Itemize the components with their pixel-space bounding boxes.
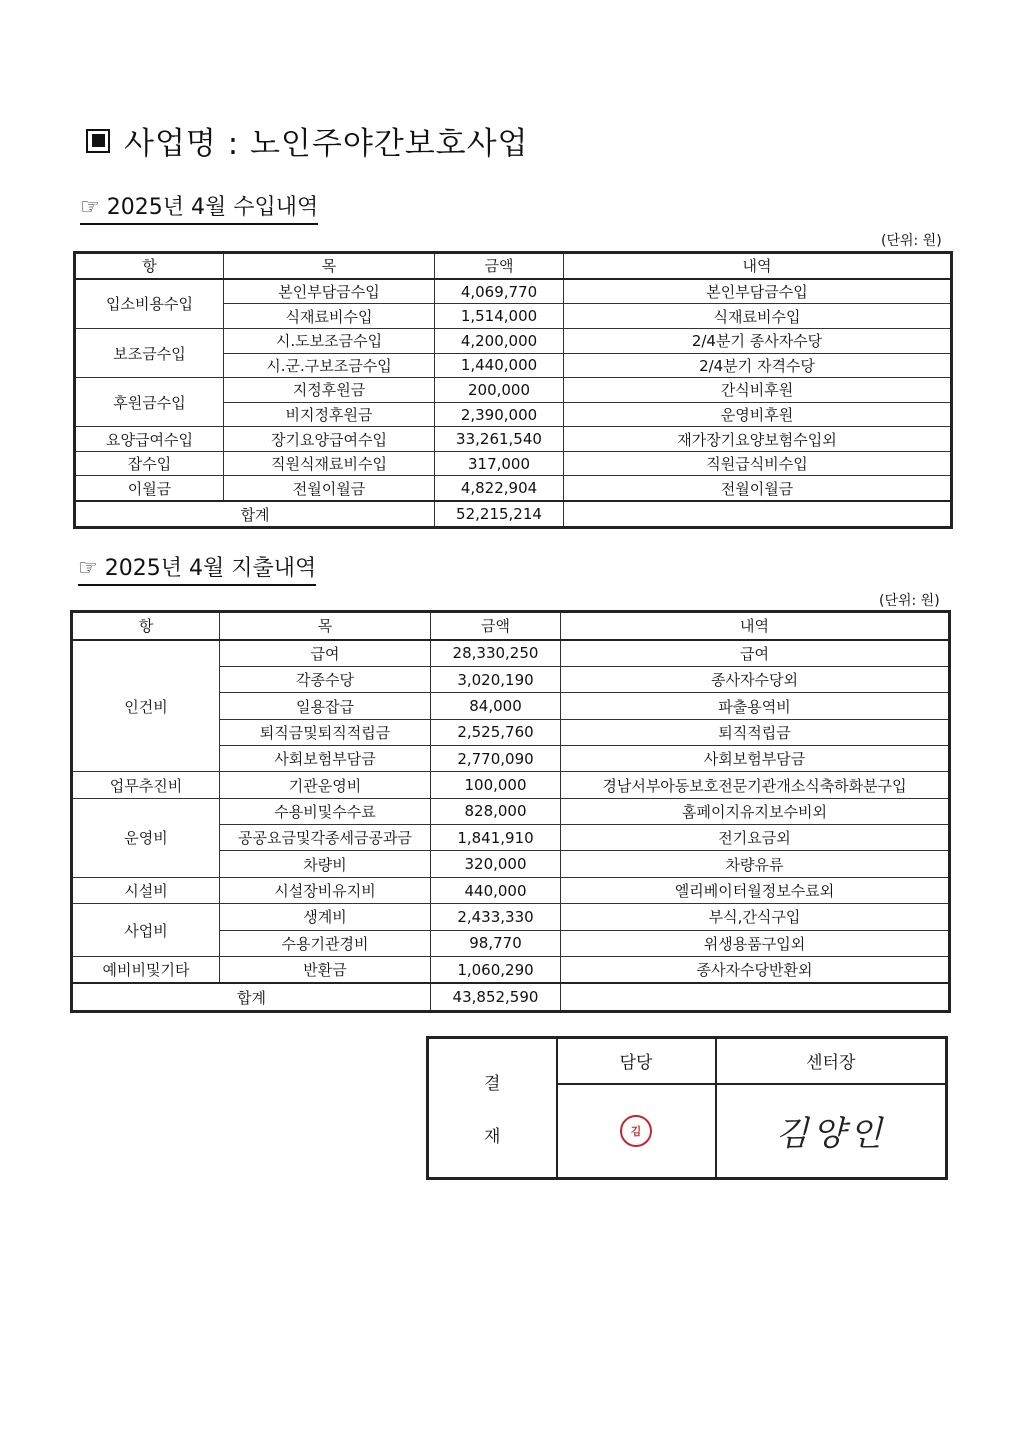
expense-heading: ☞ 2025년 4월 지출내역 [78, 551, 316, 586]
amount-cell: 4,200,000 [435, 328, 564, 353]
amount-cell: 2,433,330 [431, 904, 561, 930]
total-amount: 52,215,214 [435, 501, 564, 527]
income-total-row [75, 501, 952, 527]
mok-cell: 비지정후원금 [224, 402, 435, 427]
approval-label-2: 재 [484, 1127, 501, 1147]
amount-cell: 1,514,000 [435, 304, 564, 329]
amount-cell: 84,000 [431, 693, 561, 719]
hang-cell: 예비비및기타 [72, 956, 220, 983]
header-mok: 목 [220, 612, 431, 640]
hang-cell: 운영비 [72, 798, 220, 877]
detail-cell: 식재료비수입 [564, 304, 952, 329]
header-amount: 금액 [431, 612, 561, 640]
detail-cell: 엘리베이터월정보수료외 [561, 877, 950, 903]
detail-cell: 부식,간식구입 [561, 904, 950, 930]
income-table [73, 251, 953, 529]
amount-cell: 2,390,000 [435, 402, 564, 427]
hang-cell: 후원금수입 [75, 378, 224, 427]
amount-cell: 2,525,760 [431, 719, 561, 745]
mok-cell: 일용잡급 [220, 693, 431, 719]
mok-cell: 식재료비수입 [224, 304, 435, 329]
square-bullet-icon [86, 129, 110, 153]
total-label: 합계 [72, 983, 431, 1011]
detail-cell: 종사자수당외 [561, 667, 950, 693]
header-detail: 내역 [564, 253, 952, 279]
detail-cell: 전기요금외 [561, 825, 950, 851]
mok-cell: 지정후원금 [224, 378, 435, 403]
detail-cell: 위생용품구입외 [561, 930, 950, 956]
mok-cell: 급여 [220, 640, 431, 667]
total-detail [561, 983, 950, 1011]
header-amount: 금액 [435, 253, 564, 279]
hang-cell: 사업비 [72, 904, 220, 957]
expense-unit: (단위: 원) [879, 593, 940, 609]
hang-cell: 업무추진비 [72, 772, 220, 798]
mok-cell: 직원식재료비수입 [224, 451, 435, 476]
amount-cell: 4,822,904 [435, 476, 564, 501]
hang-cell: 잡수입 [75, 451, 224, 476]
table-row [75, 476, 952, 501]
detail-cell: 운영비후원 [564, 402, 952, 427]
table-row [75, 279, 952, 304]
table-row [72, 877, 950, 903]
staff-seal-cell [557, 1084, 716, 1179]
mok-cell: 기관운영비 [220, 772, 431, 798]
detail-cell: 재가장기요양보험수입외 [564, 427, 952, 452]
mok-cell: 시.도보조금수입 [224, 328, 435, 353]
amount-cell: 4,069,770 [435, 279, 564, 304]
staff-header: 담당 [557, 1038, 716, 1084]
total-amount: 43,852,590 [431, 983, 561, 1011]
amount-cell: 2,770,090 [431, 746, 561, 772]
amount-cell: 320,000 [431, 851, 561, 877]
mok-cell: 수용기관경비 [220, 930, 431, 956]
detail-cell: 차량유류 [561, 851, 950, 877]
detail-cell: 간식비후원 [564, 378, 952, 403]
income-unit: (단위: 원) [881, 233, 942, 249]
hang-cell: 인건비 [72, 640, 220, 772]
title-text: 사업명 : 노인주야간보호사업 [124, 126, 529, 162]
detail-cell: 급여 [561, 640, 950, 667]
approval-label-1: 결 [484, 1074, 501, 1094]
table-row [75, 378, 952, 403]
hang-cell: 입소비용수입 [75, 279, 224, 329]
amount-cell: 3,020,190 [431, 667, 561, 693]
expense-table [70, 610, 951, 1013]
mok-cell: 장기요양급여수입 [224, 427, 435, 452]
mok-cell: 전월이월금 [224, 476, 435, 501]
table-row [72, 772, 950, 798]
total-detail [564, 501, 952, 527]
header-hang: 항 [72, 612, 220, 640]
header-mok: 목 [224, 253, 435, 279]
total-label: 합계 [75, 501, 435, 527]
hang-cell: 요양급여수입 [75, 427, 224, 452]
approval-label [428, 1038, 557, 1179]
mok-cell: 퇴직금및퇴직적립금 [220, 719, 431, 745]
detail-cell: 전월이월금 [564, 476, 952, 501]
mok-cell: 반환금 [220, 956, 431, 983]
hang-cell: 이월금 [75, 476, 224, 501]
signature: 김양인 [775, 1114, 887, 1155]
amount-cell: 440,000 [431, 877, 561, 903]
amount-cell: 828,000 [431, 798, 561, 824]
detail-cell: 사회보험부담금 [561, 746, 950, 772]
income-header-row [75, 253, 952, 279]
director-header: 센터장 [716, 1038, 947, 1084]
amount-cell: 100,000 [431, 772, 561, 798]
table-row [75, 328, 952, 353]
mok-cell: 사회보험부담금 [220, 746, 431, 772]
amount-cell: 28,330,250 [431, 640, 561, 667]
table-row [72, 798, 950, 824]
expense-header-row [72, 612, 950, 640]
mok-cell: 시.군.구보조금수입 [224, 353, 435, 378]
mok-cell: 시설장비유지비 [220, 877, 431, 903]
hang-cell: 보조금수입 [75, 328, 224, 377]
amount-cell: 200,000 [435, 378, 564, 403]
detail-cell: 2/4분기 자격수당 [564, 353, 952, 378]
approval-box [426, 1036, 948, 1180]
amount-cell: 1,841,910 [431, 825, 561, 851]
header-hang: 항 [75, 253, 224, 279]
mok-cell: 수용비및수수료 [220, 798, 431, 824]
mok-cell: 생계비 [220, 904, 431, 930]
amount-cell: 1,440,000 [435, 353, 564, 378]
detail-cell: 2/4분기 종사자수당 [564, 328, 952, 353]
amount-cell: 317,000 [435, 451, 564, 476]
table-row [75, 451, 952, 476]
table-row [72, 904, 950, 930]
page-title [86, 118, 529, 163]
detail-cell: 파출용역비 [561, 693, 950, 719]
hang-cell: 시설비 [72, 877, 220, 903]
header-detail: 내역 [561, 612, 950, 640]
seal-stamp: 김 [620, 1115, 652, 1147]
detail-cell: 퇴직적립금 [561, 719, 950, 745]
amount-cell: 33,261,540 [435, 427, 564, 452]
table-row [72, 640, 950, 667]
mok-cell: 각종수당 [220, 667, 431, 693]
detail-cell: 경남서부아동보호전문기관개소식축하화분구입 [561, 772, 950, 798]
expense-total-row [72, 983, 950, 1011]
detail-cell: 종사자수당반환외 [561, 956, 950, 983]
amount-cell: 98,770 [431, 930, 561, 956]
director-signature-cell [716, 1084, 947, 1179]
mok-cell: 차량비 [220, 851, 431, 877]
table-row [75, 427, 952, 452]
mok-cell: 본인부담금수입 [224, 279, 435, 304]
amount-cell: 1,060,290 [431, 956, 561, 983]
income-heading: ☞ 2025년 4월 수입내역 [80, 190, 318, 225]
detail-cell: 직원급식비수입 [564, 451, 952, 476]
mok-cell: 공공요금및각종세금공과금 [220, 825, 431, 851]
table-row [72, 956, 950, 983]
detail-cell: 홈페이지유지보수비외 [561, 798, 950, 824]
detail-cell: 본인부담금수입 [564, 279, 952, 304]
